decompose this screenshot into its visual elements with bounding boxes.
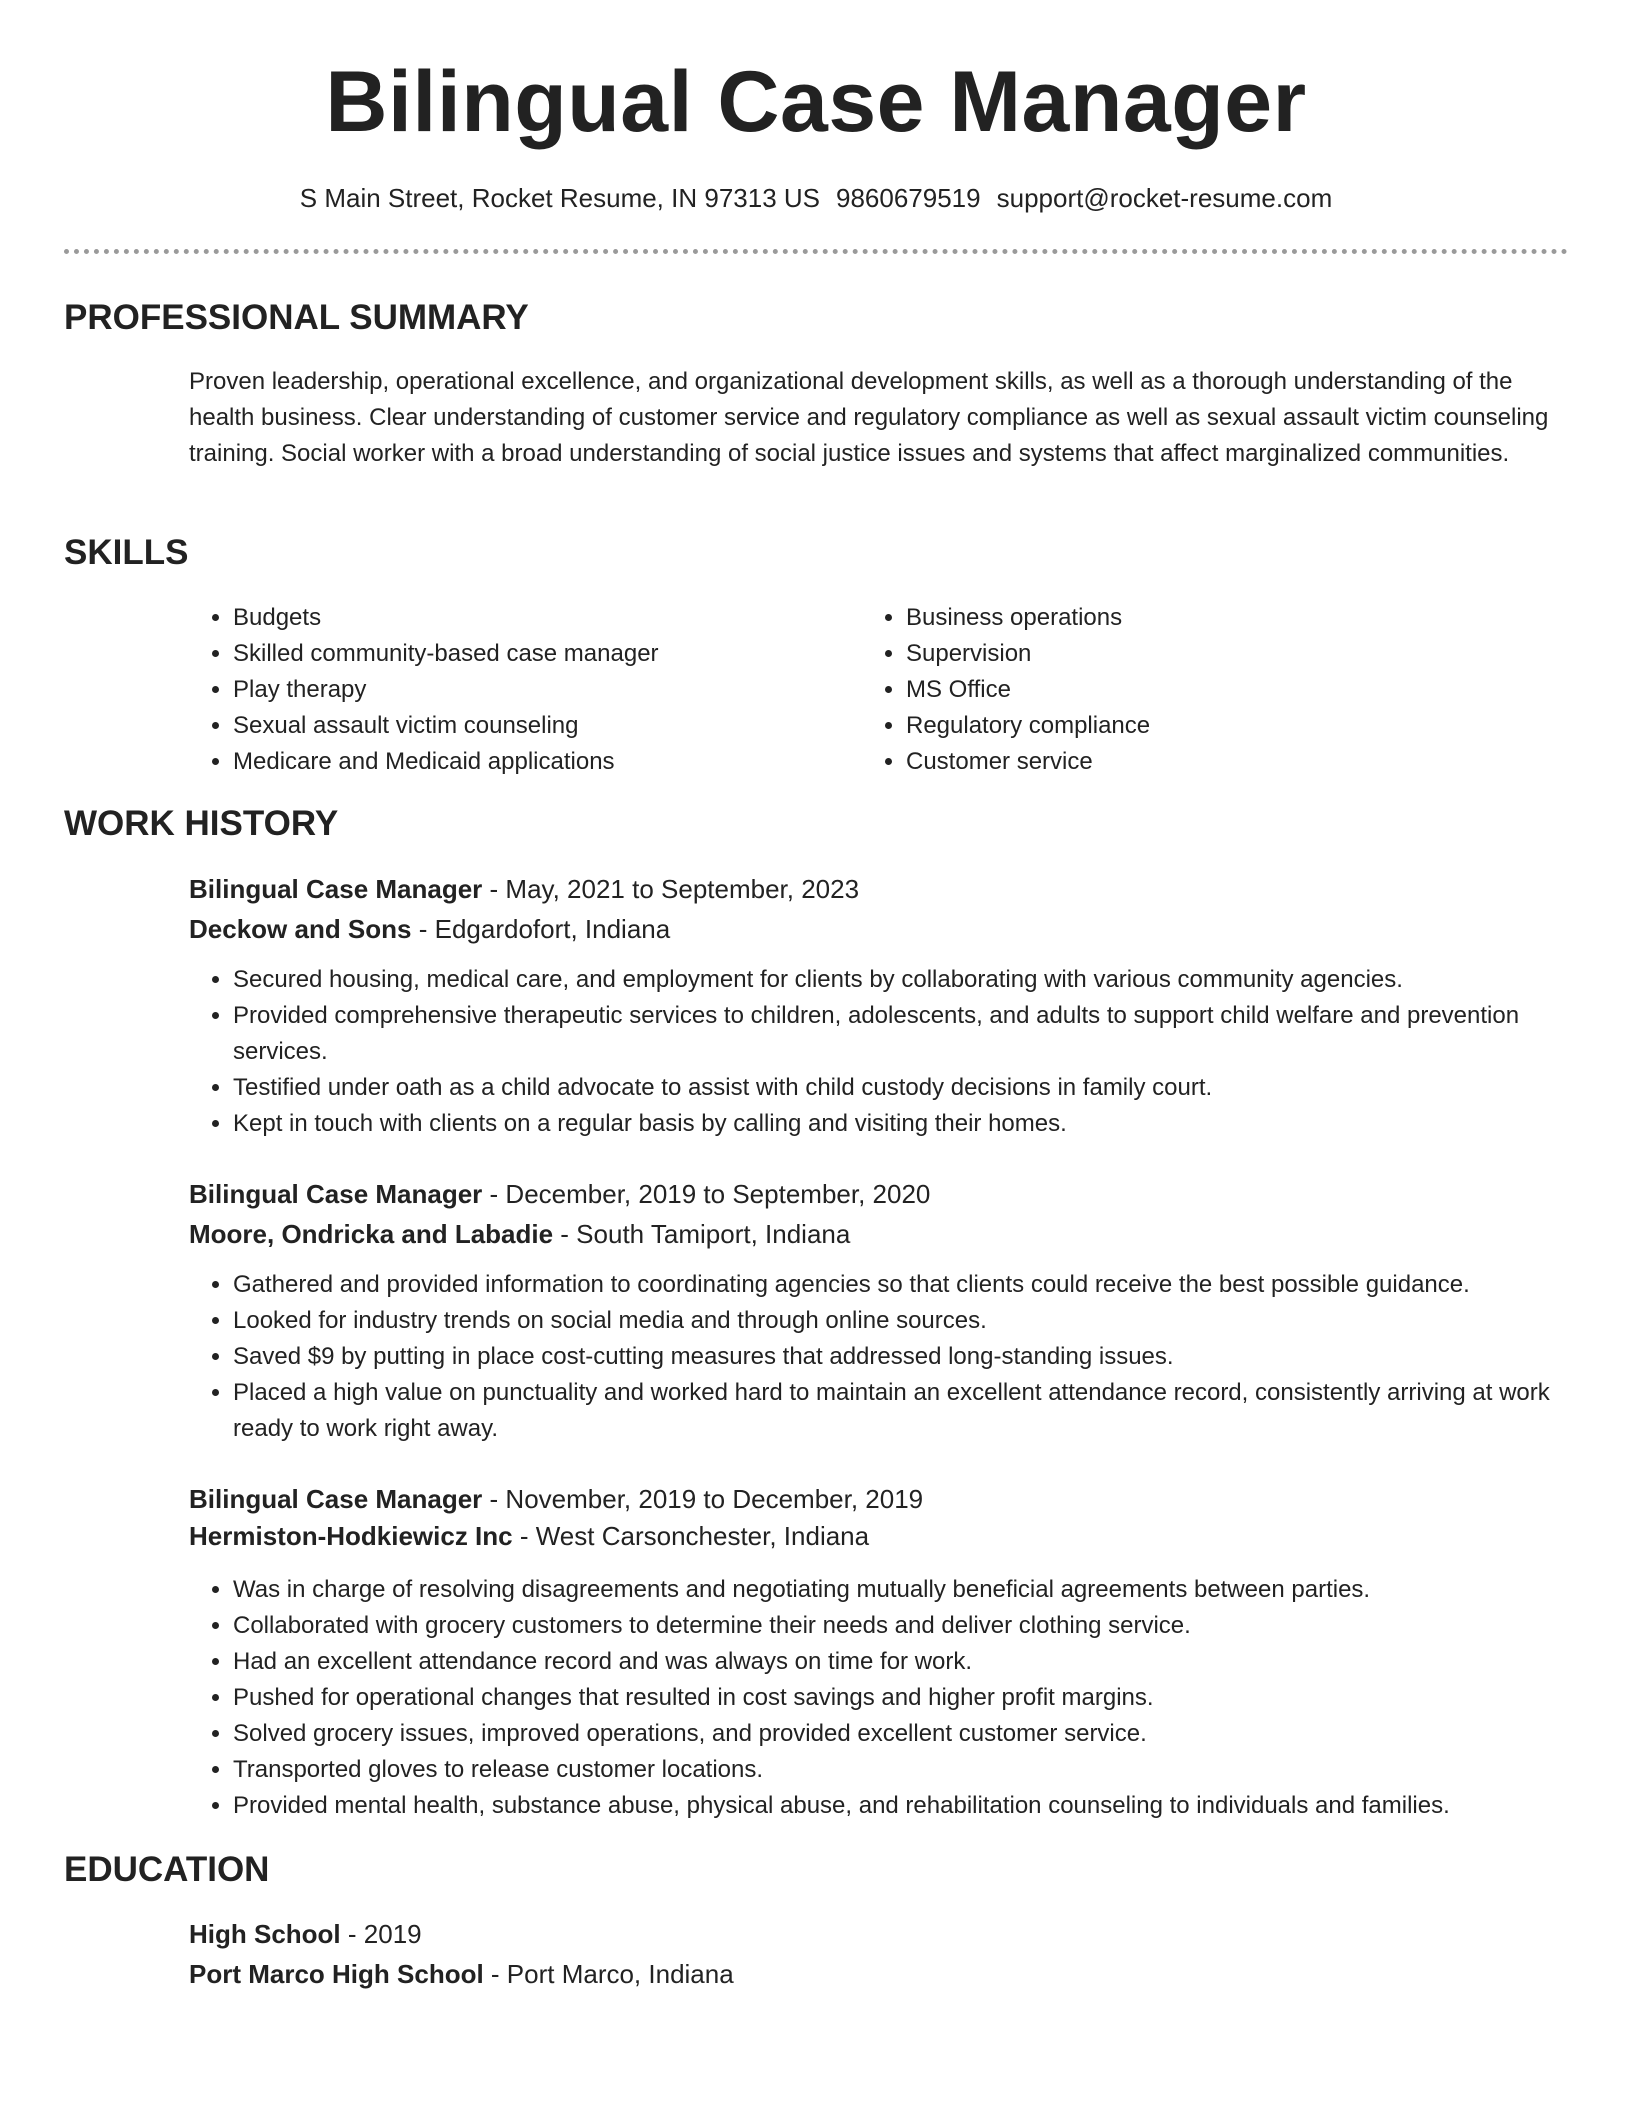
job-duties-list: [189, 1267, 1613, 1447]
duty-item: • Was in charge of resolving disagreements and negotiating mutually beneficial agreements between parties.: [233, 1572, 1613, 1608]
job-company-line: [189, 1518, 1569, 1554]
duty-item: • Had an excellent attendance record and was always on time for work.: [233, 1644, 1613, 1680]
skill-item: • Supervision: [906, 636, 1506, 672]
contact-phone: 9860679519: [836, 183, 981, 213]
duty-item: • Pushed for operational changes that resulted in cost savings and higher profit margins.: [233, 1680, 1613, 1716]
job-company-line: [189, 911, 1569, 947]
duty-item: • Transported gloves to release customer locations.: [233, 1752, 1613, 1788]
section-title-summary: PROFESSIONAL SUMMARY: [64, 298, 529, 337]
skill-item: • Regulatory compliance: [906, 708, 1506, 744]
job-location: - South Tamiport, Indiana: [553, 1219, 851, 1249]
skill-item: • Medicare and Medicaid applications: [233, 744, 833, 780]
job-role: Bilingual Case Manager: [189, 874, 483, 904]
job-dates: - November, 2019 to December, 2019: [482, 1484, 924, 1514]
header-divider: [64, 249, 1568, 254]
education-school: Port Marco High School: [189, 1959, 484, 1989]
job-dates: - December, 2019 to September, 2020: [482, 1179, 931, 1209]
job-company: Moore, Ondricka and Labadie: [189, 1219, 554, 1249]
skills-list-right: [862, 600, 1506, 780]
job-location: - West Carsonchester, Indiana: [512, 1521, 870, 1551]
job-title-line: [189, 871, 1569, 907]
job-duties-list: [189, 962, 1613, 1142]
contact-line: [0, 181, 1632, 215]
section-title-skills: SKILLS: [64, 533, 189, 572]
skill-item: • Skilled community-based case manager: [233, 636, 833, 672]
education-location: - Port Marco, Indiana: [483, 1959, 734, 1989]
job-title-line: [189, 1481, 1569, 1517]
duty-item: • Kept in touch with clients on a regular basis by calling and visiting their homes.: [233, 1106, 1613, 1142]
duty-item: • Saved $9 by putting in place cost-cutting measures that addressed long-standing issues.: [233, 1339, 1613, 1375]
skill-item: • Customer service: [906, 744, 1506, 780]
contact-address: S Main Street, Rocket Resume, IN 97313 US: [299, 183, 820, 213]
section-title-work: WORK HISTORY: [64, 804, 339, 843]
section-title-education: EDUCATION: [64, 1850, 270, 1889]
duty-item: • Secured housing, medical care, and employment for clients by collaborating with various community agencies.: [233, 962, 1613, 998]
education-degree-line: [189, 1916, 1569, 1952]
contact-email: support@rocket-resume.com: [996, 183, 1333, 213]
duty-item: • Gathered and provided information to coordinating agencies so that clients could receive the best possible guidance.: [233, 1267, 1613, 1303]
education-year: - 2019: [340, 1919, 422, 1949]
job-location: - Edgardofort, Indiana: [411, 914, 671, 944]
duty-item: • Collaborated with grocery customers to determine their needs and deliver clothing service.: [233, 1608, 1613, 1644]
education-degree: High School: [189, 1919, 341, 1949]
duty-item: • Placed a high value on punctuality and worked hard to maintain an excellent attendance record, consistently arriving at work ready to work right away.: [233, 1375, 1613, 1447]
education-school-line: [189, 1956, 1569, 1992]
resume-name: Bilingual Case Manager: [325, 54, 1307, 150]
job-title-line: [189, 1176, 1569, 1212]
duty-item: • Looked for industry trends on social media and through online sources.: [233, 1303, 1613, 1339]
skill-item: • MS Office: [906, 672, 1506, 708]
duty-item: • Testified under oath as a child advocate to assist with child custody decisions in family court.: [233, 1070, 1613, 1106]
duty-item: • Provided comprehensive therapeutic services to children, adolescents, and adults to support child welfare and prevention services.: [233, 998, 1613, 1070]
summary-text: Proven leadership, operational excellence, and organizational development skills, as well as a thorough understanding of the health business. Clear understanding of customer service and regulatory compliance as well as sexual assault victim counseling training. Social worker with a broad understanding of social justice issues and systems that affect marginalized communities.: [189, 368, 1549, 467]
duty-item: • Solved grocery issues, improved operations, and provided excellent customer service.: [233, 1716, 1613, 1752]
job-company: Hermiston-Hodkiewicz Inc: [189, 1521, 513, 1551]
duty-item: • Provided mental health, substance abuse, physical abuse, and rehabilitation counseling to individuals and families.: [233, 1788, 1613, 1824]
job-role: Bilingual Case Manager: [189, 1179, 483, 1209]
skills-list-left: [189, 600, 833, 780]
job-company-line: [189, 1216, 1569, 1252]
skill-item: • Play therapy: [233, 672, 833, 708]
skill-item: • Budgets: [233, 600, 833, 636]
job-company: Deckow and Sons: [189, 914, 412, 944]
job-dates: - May, 2021 to September, 2023: [482, 874, 860, 904]
job-duties-list: [189, 1572, 1613, 1824]
skill-item: • Business operations: [906, 600, 1506, 636]
job-role: Bilingual Case Manager: [189, 1484, 483, 1514]
skill-item: • Sexual assault victim counseling: [233, 708, 833, 744]
